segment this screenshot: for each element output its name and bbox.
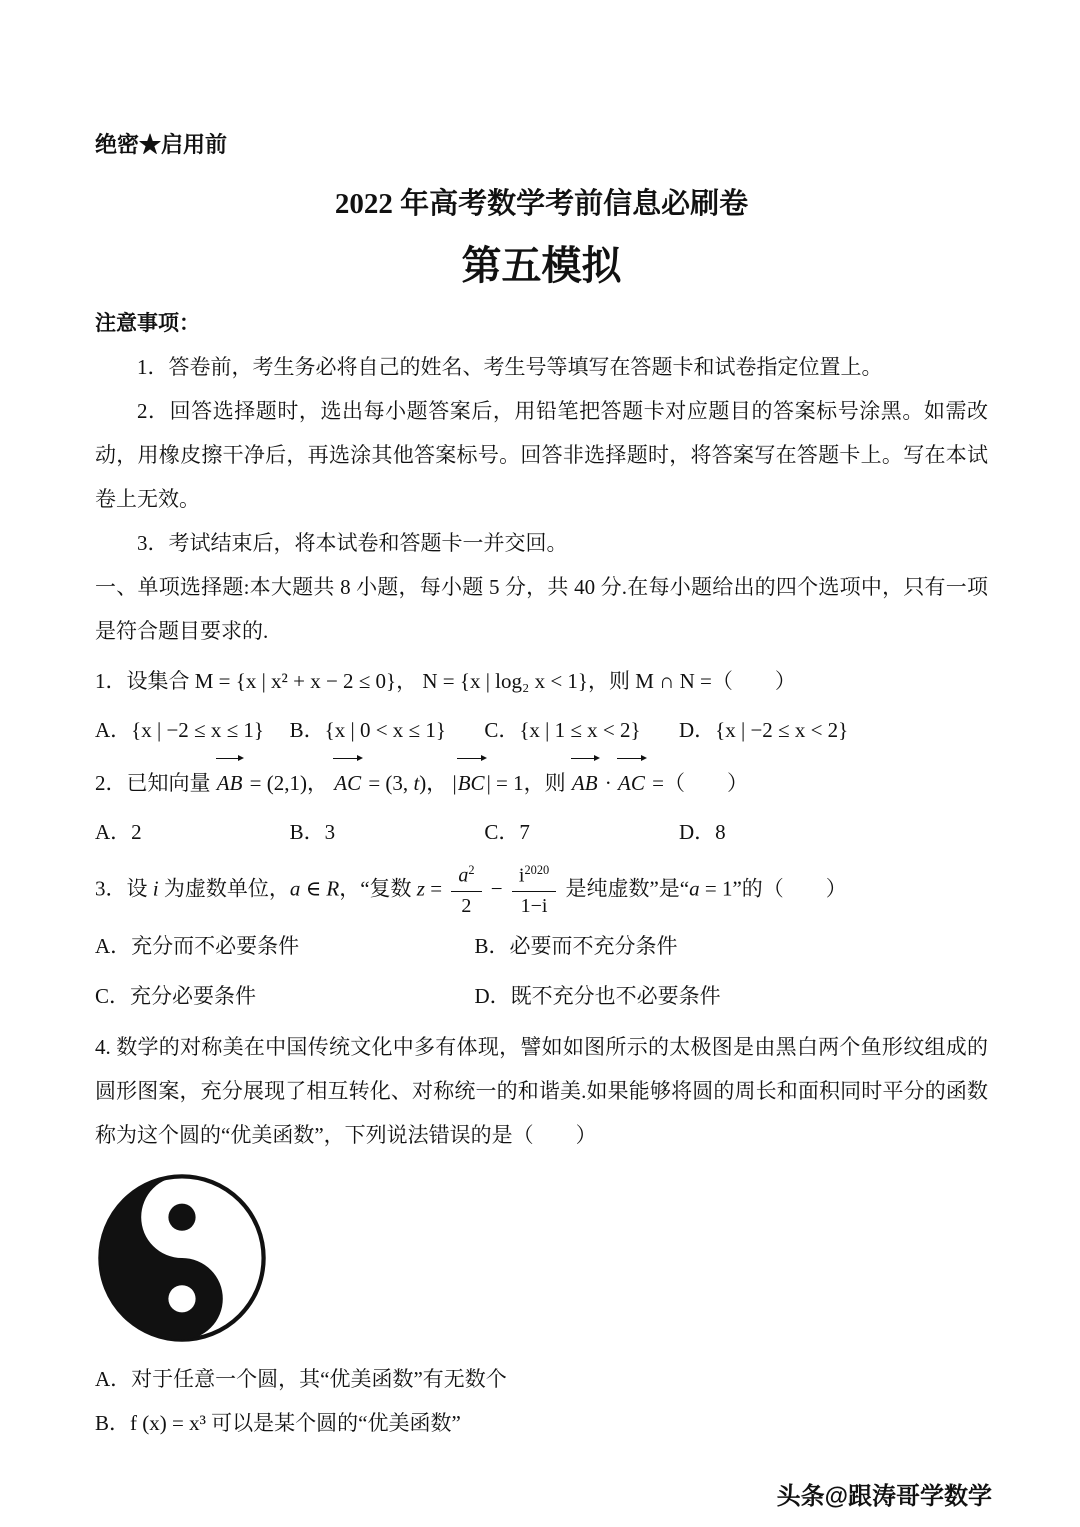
question-1-option-d: D．{x | −2 ≤ x < 2}	[679, 718, 849, 742]
question-3-option-d: D．既不充分也不必要条件	[474, 983, 721, 1008]
question-3-stem: 3．设 i 为虚数单位，a ∈ R，“复数 z = $\frac{a^2}{2}$ − $\frac{i^{2020}}{1-i}$ 是纯虚数”是“a = 1”的（ ）	[95, 863, 847, 917]
question-3-option-b: B．必要而不充分条件	[474, 933, 678, 958]
notes-heading: 注意事项：	[95, 311, 200, 335]
question-3-option-a: A．充分而不必要条件	[95, 933, 300, 958]
question-4-option-a: A．对于任意一个圆，其“优美函数”有无数个	[95, 1366, 507, 1391]
question-3-option-c: C．充分必要条件	[95, 983, 257, 1008]
note-item-2: 2．回答选择题时，选出每小题答案后，用铅笔把答题卡对应题目的答案标号涂黑。如需改动，用橡皮擦干净后，再选涂其他答案标号。回答非选择题时，将答案写在答题卡上。写在本试卷上无效。	[95, 399, 988, 511]
question-1-option-c: C．{x | 1 ≤ x < 2}	[484, 718, 641, 742]
note-item-3: 3．考试结束后，将本试卷和答题卡一并交回。	[137, 531, 568, 555]
paper-title: 2022 年高考数学考前信息必刷卷	[334, 188, 749, 220]
taiji-yin-yang-icon	[97, 1173, 267, 1343]
question-2-option-d: D．8	[679, 820, 726, 844]
question-3-options-row-2	[95, 973, 988, 1019]
question-3-options-row-1	[95, 923, 988, 969]
question-1-option-a: A．{x | −2 ≤ x ≤ 1}	[95, 718, 264, 742]
classification-label: 绝密★启用前	[95, 132, 228, 157]
question-2-stem: 2．已知向量 AB = (2,1)， AC = (3, t)， |BC| = 1，则 AB · AC =（ ）	[95, 759, 988, 805]
question-2-option-b: B．3	[289, 820, 336, 844]
watermark-credit: 头条@跟涛哥学数学	[776, 1483, 992, 1510]
note-item-1: 1．答卷前，考生务必将自己的姓名、考生号等填写在答题卡和试卷指定位置上。	[137, 355, 883, 379]
question-2-options	[95, 809, 988, 855]
question-2-option-a: A．2	[95, 820, 142, 844]
question-1-option-b: B．{x | 0 < x ≤ 1}	[289, 718, 446, 742]
question-4-option-b: B．f (x) = x³ 可以是某个圆的“优美函数”	[95, 1410, 461, 1435]
question-2-option-c: C．7	[484, 820, 530, 844]
question-1-stem: 1．设集合 M = {x | x² + x − 2 ≤ 0}， N = {x | log₂ x < 1}，则 M ∩ N =（ ）	[95, 669, 796, 693]
section-1-heading: 一、单项选择题:本大题共 8 小题，每小题 5 分，共 40 分.在每小题给出的四个选项中，只有一项是符合题目要求的.	[95, 575, 988, 643]
question-4-stem: 4. 数学的对称美在中国传统文化中多有体现，譬如如图所示的太极图是由黑白两个鱼形纹组成的圆形图案，充分展现了相互转化、对称统一的和谐美.如果能够将圆的周长和面积同时平分的函数称为这个圆的“优美函数”，下列说法错误的是（ ）	[95, 1034, 988, 1147]
paper-subtitle: 第五模拟	[461, 243, 622, 288]
question-1-options	[95, 707, 988, 753]
